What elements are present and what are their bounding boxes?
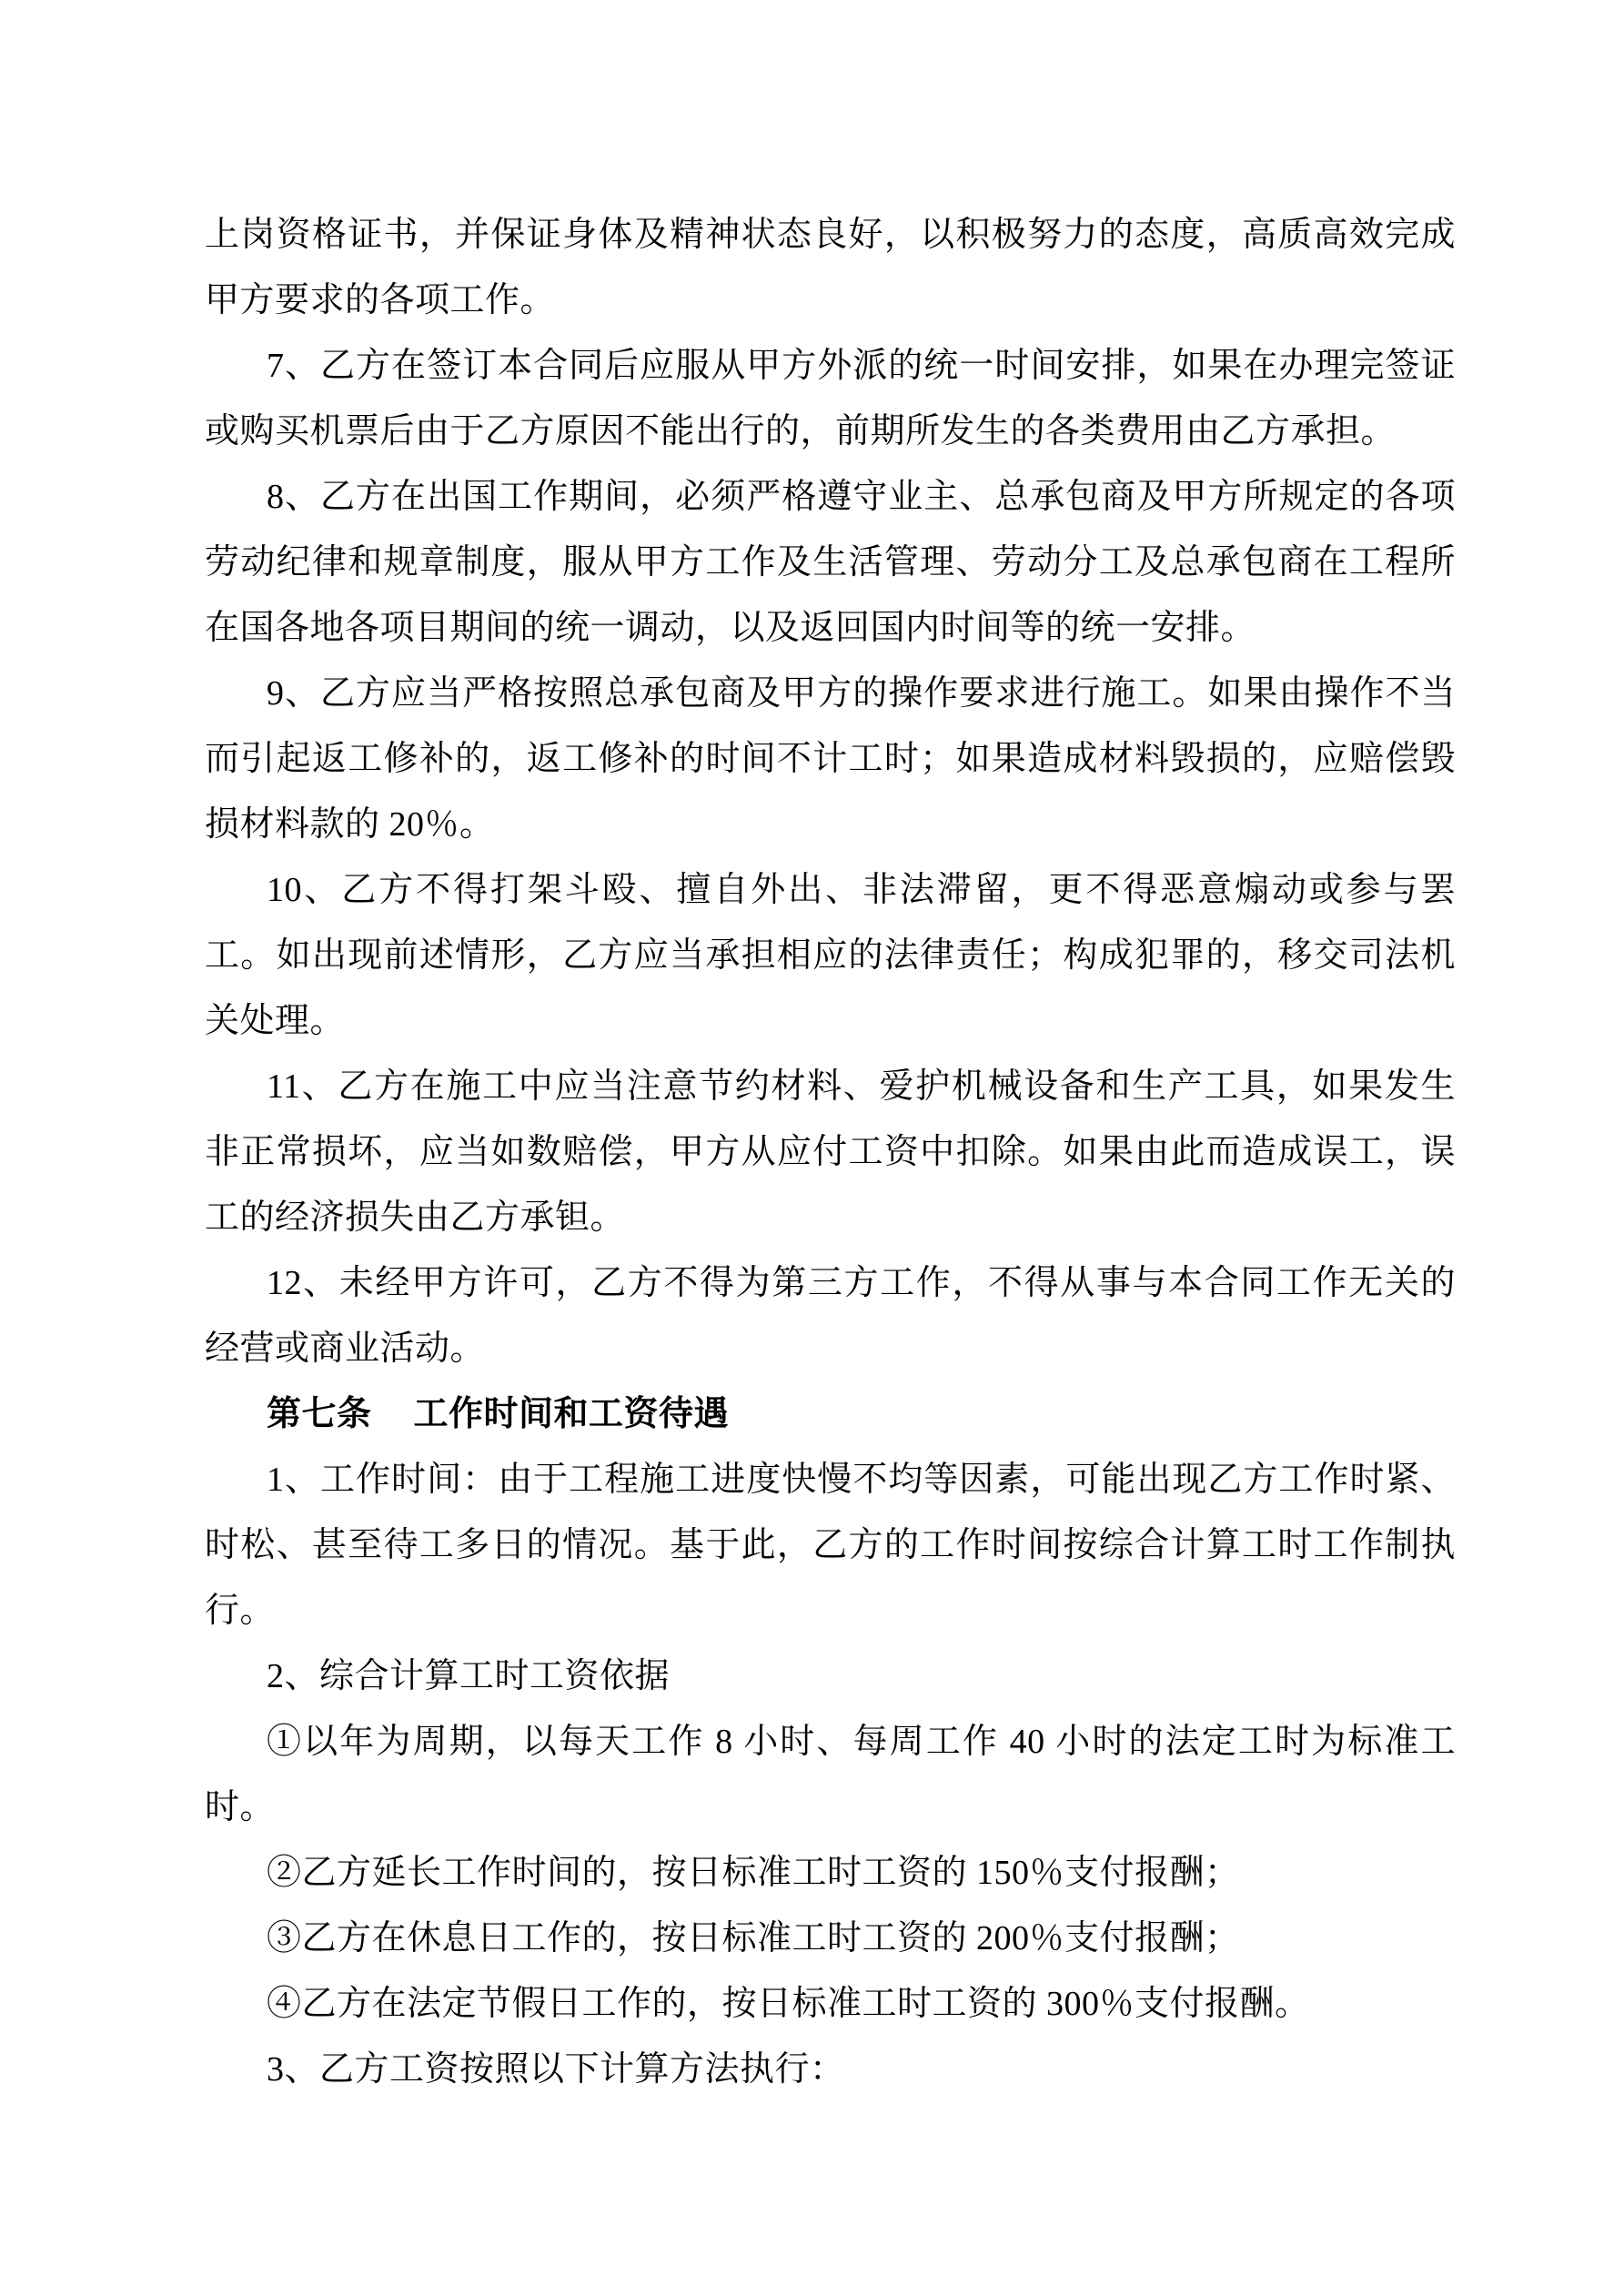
paragraph-clause-9: 9、乙方应当严格按照总承包商及甲方的操作要求进行施工。如果由操作不当而引起返工修补的，返工修补的时间不计工时；如果造成材料毁损的，应赔偿毁损材料款的 20％。: [205, 674, 1456, 844]
section-heading-title: 工作时间和工资待遇: [413, 1395, 730, 1433]
paragraph-work-time: 1、工作时间：由于工程施工进度快慢不均等因素，可能出现乙方工作时紧、时松、甚至待工多日的情况。基于此，乙方的工作时间按综合计算工时工作制执行。: [205, 1461, 1456, 1630]
paragraph-clause-8: 8、乙方在出国工作期间，必须严格遵守业主、总承包商及甲方所规定的各项劳动纪律和规章制度，服从甲方工作及生活管理、劳动分工及总承包商在工程所在国各地各项目期间的统一调动，以及返回国内时间等的统一安排。: [205, 478, 1456, 647]
section-heading: [205, 1381, 1456, 1447]
paragraph-wage-basis-item-2: ②乙方延长工作时间的，按日标准工时工资的 150％支付报酬；: [267, 1854, 1240, 1892]
paragraph-wage-basis-item-3: ③乙方在休息日工作的，按日标准工时工资的 200％支付报酬；: [267, 1919, 1240, 1957]
paragraph-continuation: 上岗资格证书，并保证身体及精神状态良好，以积极努力的态度，高质高效完成甲方要求的各项工作。: [205, 216, 1456, 319]
paragraph-wage-basis-item-4: ④乙方在法定节假日工作的，按日标准工时工资的 300％支付报酬。: [267, 1985, 1310, 2023]
paragraph-clause-10: 10、乙方不得打架斗殴、擅自外出、非法滞留，更不得恶意煽动或参与罢工。如出现前述情形，乙方应当承担相应的法律责任；构成犯罪的，移交司法机关处理。: [205, 871, 1456, 1040]
paragraph-wage-basis: 2、综合计算工时工资依据: [267, 1657, 671, 1695]
paragraph-clause-12: 12、未经甲方许可，乙方不得为第三方工作，不得从事与本合同工作无关的经营或商业活动。: [205, 1264, 1456, 1368]
paragraph-clause-11: 11、乙方在施工中应当注意节约材料、爱护机械设备和生产工具，如果发生非正常损坏，应当如数赔偿，甲方从应付工资中扣除。如果由此而造成误工，误工的经济损失由乙方承钽。: [205, 1067, 1456, 1237]
paragraph-wage-calc-method: 3、乙方工资按照以下计算方法执行：: [267, 2050, 845, 2089]
paragraph-clause-7: 7、乙方在签订本合同后应服从甲方外派的统一时间安排，如果在办理完签证或购买机票后由于乙方原因不能出行的，前期所发生的各类费用由乙方承担。: [205, 347, 1456, 450]
paragraph-wage-basis-item-1: ①以年为周期，以每天工作 8 小时、每周工作 40 小时的法定工时为标准工时。: [205, 1723, 1456, 1826]
section-heading-number: 第七条: [267, 1395, 372, 1433]
